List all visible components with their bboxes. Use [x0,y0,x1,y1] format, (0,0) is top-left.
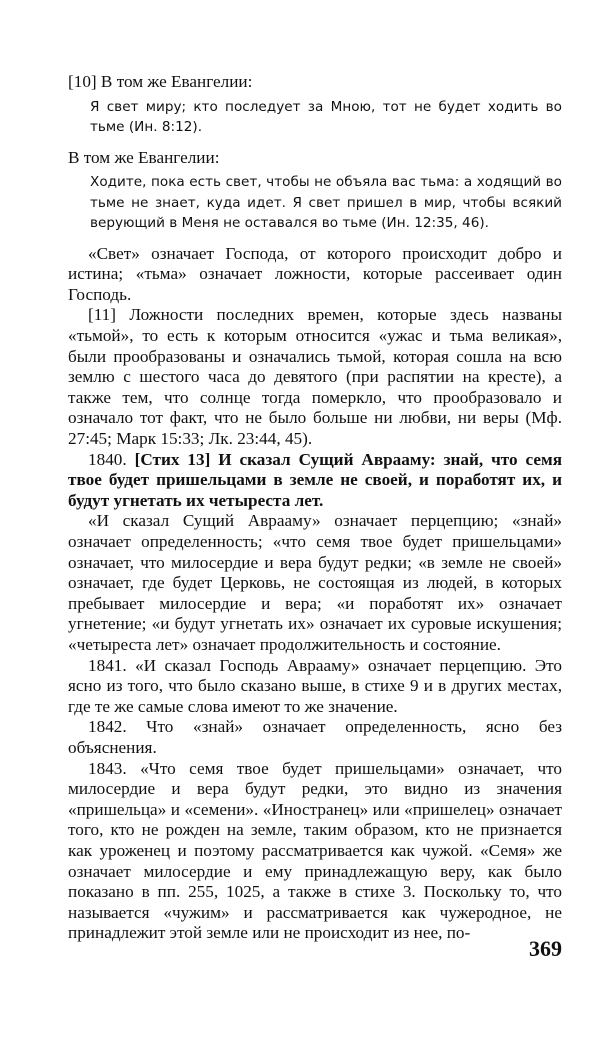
paragraph-svet: «Свет» означает Господа, от которого происходит добро и истина; «тьма» означает ложности, которые рассеивает один Господь. [68,243,562,304]
paragraph-1840 [68,450,562,512]
paragraph-11: [11] Ложности последних времен, которые здесь названы «тьмой», то есть к которым относится «ужас и тьма великая», были прообразованы и означались тьмой, которая сошла на всю землю с шестого часа до девятого (при распятии на кресте), а также тем, что солнце тогда померкло, что прообразовало и означало тот факт, что не было больше ни любви, ни веры (Мф. 27:45; Марк 15:33; Лк. 23:44, 45). [68,305,562,449]
paragraph-explanation: «И сказал Сущий Аврааму» означает перцепцию; «знай» означает определенность; «что семя твое будет пришельцами» означает, что милосердие и вера будут редки; «в земле не своей» означает, где будет Церковь, не состоящая из людей, в которых пребывает милосердие и вера; «и поработят их» означает угнетение; «и будут угнетать их» означает их суровые искушения; «четыреста лет» означает продолжительность и состояние. [68,511,562,654]
page-body [68,72,562,944]
paragraph-1840-number: 1840. [88,449,127,469]
paragraph-1843: 1843. «Что семя твое будет пришельцами» означает, что милосердие и вера будут редки, это видно из значения «пришельца» и «семени». «Иностранец» или «пришелец» означает того, кто не рожден на земле, таким образом, кто не признается как уроженец и поэтому рассматривается как чужой. «Семя» же означает милосердие и ему принадлежащую веру, как было показано в пп. 255, 1025, а также в стихе 3. Поскольку то, что называется «чужим» и рассматривается как чужеродное, не принадлежит этой земле или не происходит из нее, по- [68,758,562,943]
paragraph-1842: 1842. Что «знай» означает определенность, ясно без объяснения. [68,717,562,757]
block2-quote: Ходите, пока есть свет, чтобы не объяла вас тьма: а ходящий во тьме не знает, куда идет. Я свет пришел в мир, чтобы всякий верующий в Меня не оставался во тьме (Ин. 12:35, 46). [90,174,562,232]
block1-lead: [10] В том же Евангелии: [68,72,253,91]
block1-quote: Я свет миру; кто последует за Мною, тот не будет ходить во тьме (Ин. 8:12). [90,98,562,136]
paragraph-1840-verse: [Стих 13] И сказал Сущий Аврааму: знай, что семя твое будет пришельцами в земле не своей, и поработят их, и будут угнетать их четыреста лет. [68,449,563,510]
page-number: 369 [529,936,562,961]
paragraph-1841: 1841. «И сказал Господь Аврааму» означает перцепцию. Это ясно из того, что было сказано выше, в стихе 9 и в других местах, где те же самые слова имеют то же значение. [68,655,562,716]
block2-lead: В том же Евангелии: [68,147,220,167]
